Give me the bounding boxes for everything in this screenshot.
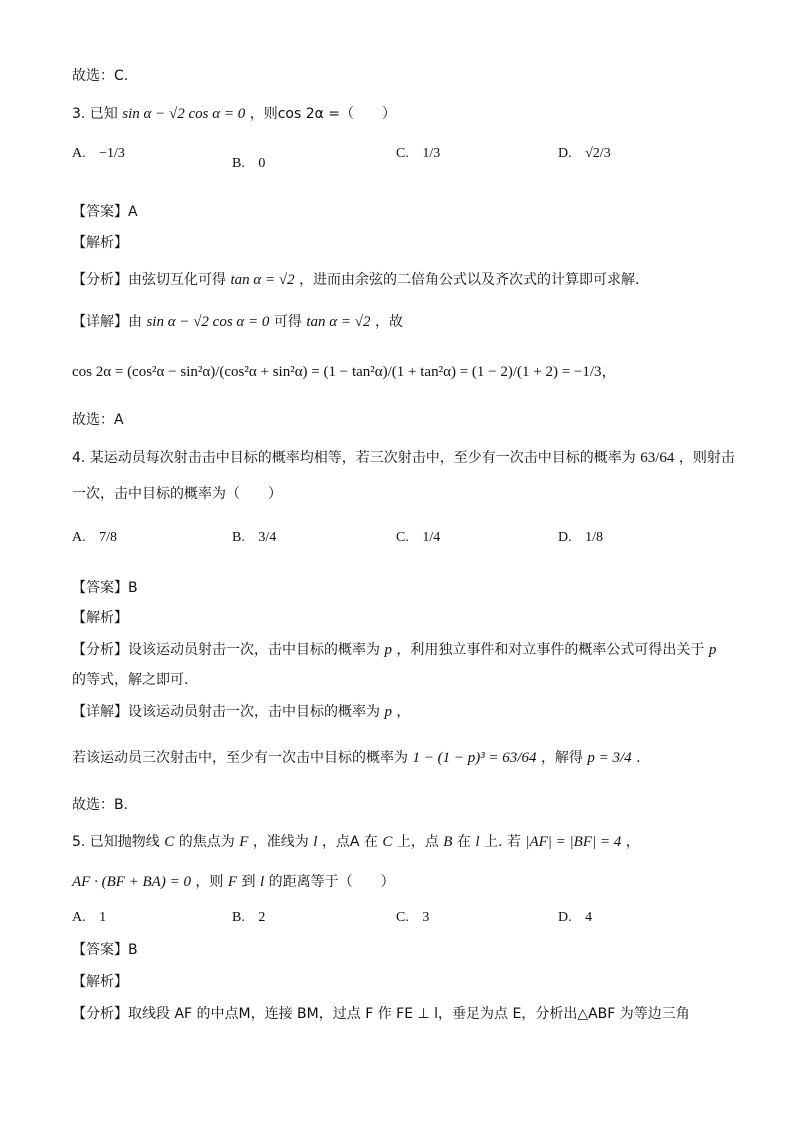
text: ，解得: [540, 750, 583, 766]
text: ，: [625, 834, 640, 850]
question-4-option-c: [396, 530, 440, 546]
math-variable: F: [227, 874, 238, 890]
text: 4. 某运动员每次射击击中目标的概率均相等，若三次射击中，至少有一次击中目标的概率为: [72, 450, 636, 466]
text: ，则射击: [678, 450, 735, 466]
analysis-line: [72, 640, 716, 660]
question-5-option-d: [558, 910, 592, 926]
text: ，点A 在: [321, 834, 378, 850]
text: ，进而由余弦的二倍角公式以及齐次式的计算即可求解.: [299, 272, 640, 288]
question-3-option-a: [72, 146, 125, 162]
math-variable: C: [164, 834, 175, 850]
math-variable: l: [259, 874, 265, 890]
text: 【详解】由: [72, 314, 142, 330]
text: 在: [456, 834, 471, 850]
math-variable: p: [384, 704, 392, 720]
option-value: 1: [99, 910, 107, 926]
option-value: 1/8: [585, 530, 604, 546]
text: ，则cos 2α =（ ）: [249, 106, 397, 122]
question-3-option-d: [558, 146, 611, 162]
text: 若该运动员三次射击中，至少有一次击中目标的概率为: [72, 750, 408, 766]
question-5-option-b: [232, 910, 265, 926]
text: 的焦点为: [178, 834, 235, 850]
math-variable: F: [239, 834, 249, 850]
option-label: C.: [396, 146, 409, 161]
text: ，准线为: [252, 834, 309, 850]
math-expression: sin α − √2 cos α = 0: [146, 314, 270, 330]
analysis-line-cont: 的等式，解之即可.: [72, 672, 189, 688]
question-4-option-a: [72, 530, 117, 546]
option-label: A.: [72, 146, 86, 161]
text: 上，点: [396, 834, 439, 850]
analysis-line: 【分析】取线段 AF 的中点M，连接 BM，过点 F 作 FE ⊥ l，垂足为点 E，分析出△ABF 为等边三角: [72, 1006, 690, 1022]
text: ，: [396, 704, 411, 720]
answer-label: 【答案】B: [72, 580, 138, 596]
text: 3. 已知: [72, 106, 118, 122]
math-expression: |AF| = |BF| = 4: [525, 834, 622, 850]
text: ，故: [374, 314, 403, 330]
text: 【分析】由弦切互化可得: [72, 272, 226, 288]
option-value: 0: [258, 156, 266, 172]
option-value: 1/4: [422, 530, 441, 546]
question-4-stem-cont: 一次，击中目标的概率为（ ）: [72, 486, 282, 502]
text: 的距离等于（ ）: [268, 874, 395, 890]
question-4-option-d: [558, 530, 603, 546]
option-value: √2/3: [585, 146, 611, 162]
text: ，则: [195, 874, 224, 890]
detail-line: [72, 748, 641, 768]
text: 【详解】设该运动员射击一次，击中目标的概率为: [72, 704, 380, 720]
option-label: A.: [72, 530, 86, 545]
math-variable: p: [708, 642, 717, 658]
analysis-heading: 【解析】: [72, 235, 128, 251]
option-value: 7/8: [99, 530, 118, 546]
text: 到: [241, 874, 256, 890]
math-variable: l: [313, 834, 318, 850]
math-expression: AF · (BF + BA) = 0: [72, 874, 191, 890]
answer-label: 【答案】A: [72, 204, 138, 220]
question-5-option-c: [396, 910, 429, 926]
question-4-stem: [72, 448, 735, 468]
option-label: B.: [232, 156, 245, 171]
option-label: B.: [232, 910, 245, 925]
text: ，利用独立事件和对立事件的概率公式可得出关于: [396, 642, 705, 658]
math-expression: 1 − (1 − p)³ = 63/64: [412, 750, 537, 766]
question-5-option-a: [72, 910, 106, 926]
analysis-heading: 【解析】: [72, 974, 128, 990]
option-value: 1/3: [422, 146, 441, 162]
math-expression: tan α = √2: [230, 272, 295, 288]
math-variable: p: [384, 642, 392, 658]
question-5-stem: [72, 832, 640, 852]
text-line: 故选：C.: [72, 68, 129, 84]
option-label: A.: [72, 910, 86, 925]
question-5-stem-cont: [72, 872, 395, 892]
option-label: D.: [558, 146, 572, 161]
analysis-line: [72, 270, 640, 290]
option-value: 3/4: [258, 530, 277, 546]
text: 可得: [273, 314, 302, 330]
math-variable: B: [443, 834, 453, 850]
text: .: [636, 750, 641, 766]
math-fraction: 63/64: [640, 450, 675, 466]
math-formula: cos 2α = (cos²α − sin²α)/(cos²α + sin²α) = (1 − tan²α)/(1 + tan²α) = (1 − 2)/(1 + 2) = −1/3，: [72, 364, 617, 380]
analysis-heading: 【解析】: [72, 610, 128, 626]
math-expression: p = 3/4: [587, 750, 632, 766]
option-value: 3: [422, 910, 430, 926]
math-variable: l: [475, 834, 480, 850]
math-expression: tan α = √2: [306, 314, 371, 330]
option-value: 4: [585, 910, 593, 926]
detail-line: [72, 312, 403, 332]
option-value: −1/3: [99, 146, 125, 162]
math-expression: sin α − √2 cos α = 0: [122, 106, 246, 122]
option-label: D.: [558, 530, 572, 545]
math-variable: C: [382, 834, 393, 850]
text: 5. 已知抛物线: [72, 834, 160, 850]
option-label: D.: [558, 910, 572, 925]
option-label: B.: [232, 530, 245, 545]
text-line: 故选：A: [72, 412, 124, 428]
detail-line: [72, 702, 410, 722]
text: 【分析】设该运动员射击一次，击中目标的概率为: [72, 642, 380, 658]
option-label: C.: [396, 530, 409, 545]
question-3-option-c: [396, 146, 440, 162]
option-label: C.: [396, 910, 409, 925]
formula-line: [72, 362, 617, 382]
question-3-option-b: [232, 156, 265, 172]
question-3-stem: [72, 104, 396, 124]
text: 上. 若: [484, 834, 521, 850]
answer-label: 【答案】B: [72, 942, 138, 958]
question-4-option-b: [232, 530, 276, 546]
option-value: 2: [258, 910, 266, 926]
text-line: 故选：B.: [72, 797, 129, 813]
